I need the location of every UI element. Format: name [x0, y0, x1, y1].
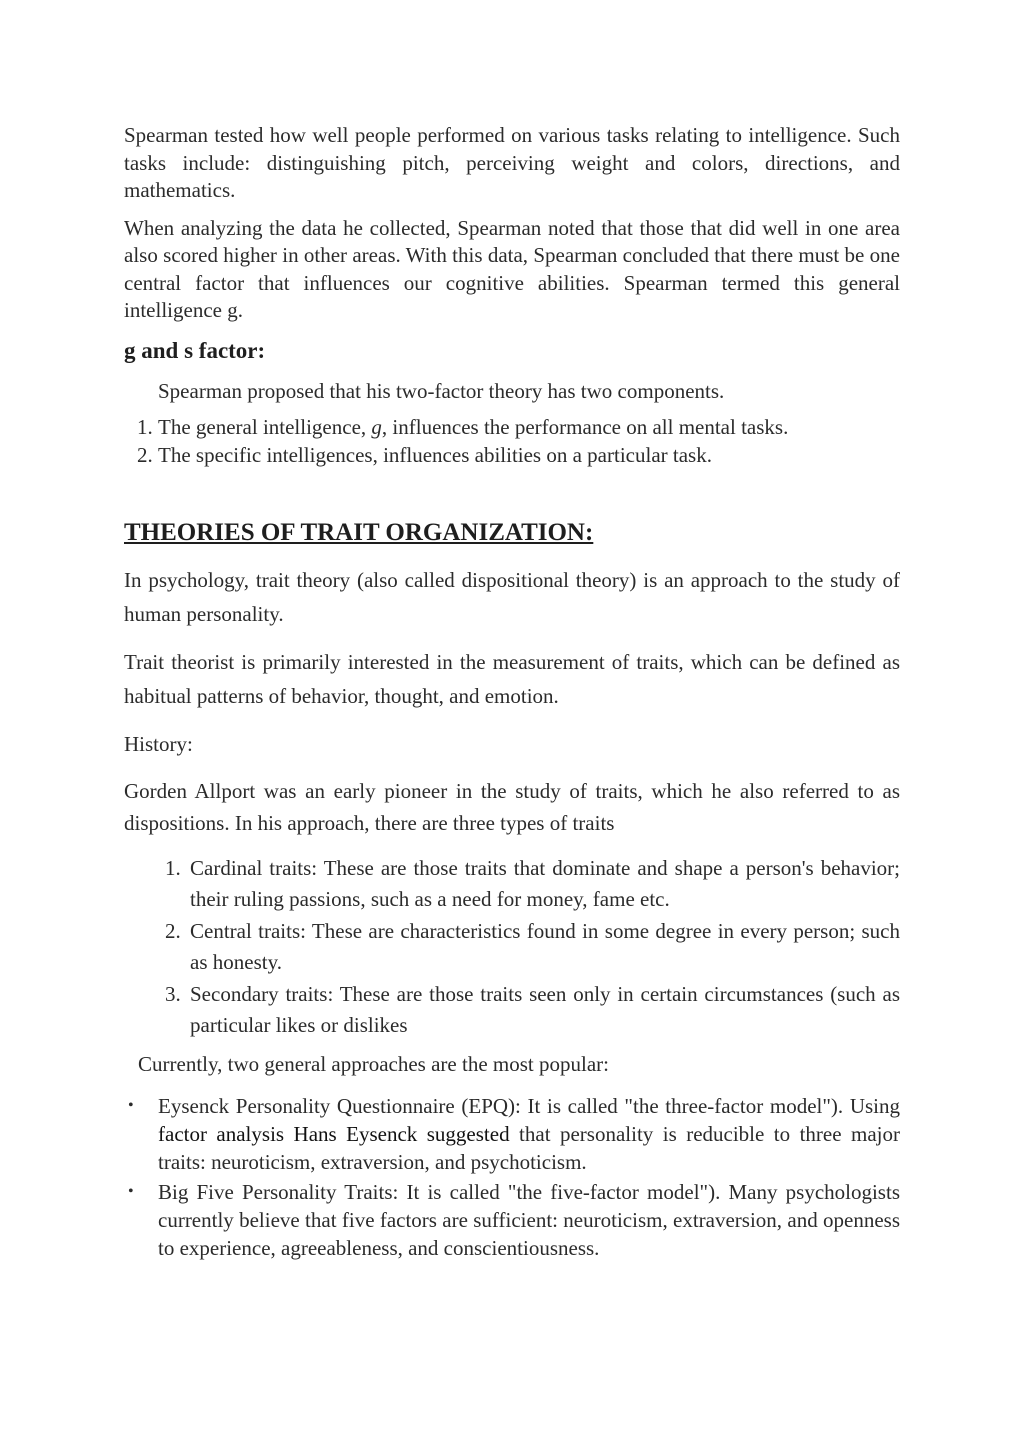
trait-types-list	[124, 853, 900, 1042]
list-item-text: , influences the performance on all mental tasks.	[381, 414, 789, 439]
list-item-text: Eysenck Personality Questionnaire (EPQ): It is called "the three-factor model"). Using	[158, 1093, 900, 1118]
list-item	[158, 413, 900, 441]
approaches-list	[124, 1092, 900, 1262]
list-item	[158, 441, 900, 469]
paragraph-trait-theory: In psychology, trait theory (also called dispositional theory) is an approach to the study of human personality.	[124, 567, 900, 626]
list-item-text: Big Five Personality Traits: It is called "the five-factor model"). Many psychologists currently believe that five factors are sufficient: neuroticism, extraversion, and openness to experience, agreeableness, and conscientiousness.	[158, 1179, 900, 1260]
heading-theories-of-trait-organization: THEORIES OF TRAIT ORGANIZATION:	[124, 518, 594, 546]
list-item-text: The specific intelligences, influences abilities on a particular task.	[158, 442, 712, 467]
list-item: 2. Central traits: These are characteristics found in some degree in every person; such as honesty.	[186, 916, 900, 979]
list-item-text: that personality is reducible to three major traits: neuroticism, extraversion, and psychoticism.	[158, 1121, 900, 1174]
g-symbol: g	[371, 414, 382, 439]
list-item: 1. Cardinal traits: These are those traits that dominate and shape a person's behavior; their ruling passions, such as a need for money, fame etc.	[186, 853, 900, 916]
bullet-icon: •	[128, 1182, 134, 1200]
paragraph-current-approaches: Currently, two general approaches are the most popular:	[138, 1051, 609, 1076]
bullet-icon: •	[128, 1096, 134, 1114]
gs-components-list	[124, 413, 900, 469]
gs-intro-text: Spearman proposed that his two-factor theory has two components.	[158, 378, 725, 403]
history-label: History:	[124, 731, 193, 756]
factor-analysis-link[interactable]: factor analysis Hans Eysenck suggested	[158, 1121, 510, 1146]
paragraph-allport: Gorden Allport was an early pioneer in the study of traits, which he also referred to as dispositions. In his approach, there are three types of traits	[124, 778, 900, 835]
heading-g-and-s-factor: g and s factor:	[124, 337, 266, 363]
paragraph-trait-theorist: Trait theorist is primarily interested in the measurement of traits, which can be defined as habitual patterns of behavior, thought, and emotion.	[124, 649, 900, 708]
list-item	[128, 1178, 900, 1262]
list-item-text: The general intelligence,	[158, 414, 372, 439]
paragraph-spearman-tasks: Spearman tested how well people performed on various tasks relating to intelligence. Such tasks include: distinguishing pitch, perceiving weight and colors, directions, and mathematics.	[124, 123, 900, 202]
list-item	[128, 1092, 900, 1176]
list-item: 3. Secondary traits: These are those traits seen only in certain circumstances (such as particular likes or dislikes	[186, 979, 900, 1042]
paragraph-spearman-analysis: When analyzing the data he collected, Spearman noted that those that did well in one area also scored higher in other areas. With this data, Spearman concluded that there must be one central factor that influences our cognitive abilities. Spearman termed this general intelligence g.	[124, 215, 900, 322]
